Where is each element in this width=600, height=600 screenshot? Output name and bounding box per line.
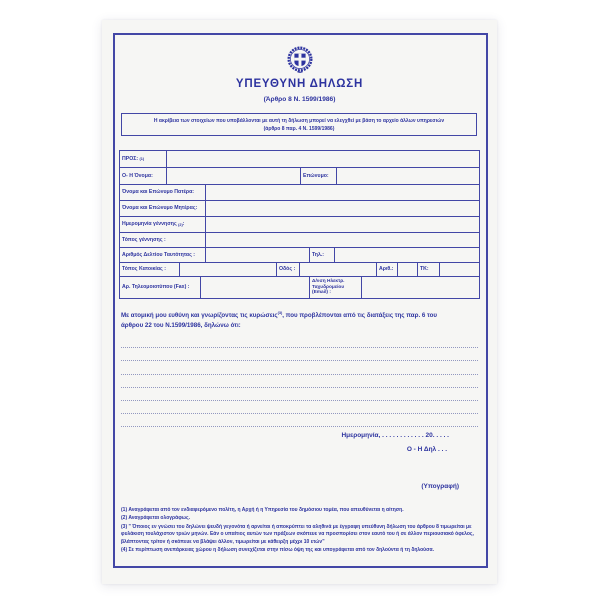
birthplace-value-field (206, 233, 479, 247)
declarant-label: Ο - Η Δηλ . . . (406, 446, 447, 453)
declaration-intro-text: Με ατομική μου ευθύνη και γνωρίζοντας τις κυρώσεις$^{(3)}$, που προβλέπονται από τις διατάξεις της παρ. 6 του άρθρου 22 του Ν.1599/1986, δηλώνω ότι: (121, 310, 438, 329)
table-row (120, 217, 479, 233)
table-row (120, 233, 479, 248)
table-row (120, 151, 479, 168)
street-label: Οδός : (277, 263, 300, 276)
dotted-writing-line (121, 375, 478, 388)
table-row (120, 168, 479, 185)
father-name-label: Όνομα και Επώνυμο Πατέρα: (120, 185, 206, 200)
form-subtitle: (Άρθρο 8 Ν. 1599/1986) (263, 96, 336, 103)
footnote-3: (3) " Όποιος εν γνώσει του δηλώνει ψευδή γεγονότα ή αρνείται ή αποκρύπτει τα αληθινά με έγγραφη υπεύθυνη δήλωση του άρθρου 8 τιμωρείται με φυλάκιση τουλάχιστον τριών μηνών. Εάν ο υπαίτιος αυτών των πράξεων σκόπευε να προσπορίσει στον εαυτό του ή σε άλλον περιουσιακό όφελος, βλάπτοντας τρίτον ή σκόπευε να βλάψει άλλον, τιμωρείται με κάθειρξη μέχρι 10 ετών" (121, 523, 474, 545)
dotted-writing-line (121, 361, 478, 374)
phone-value-field (335, 248, 479, 262)
birthdate-label: Ημερομηνία γέννησης (2) : (120, 217, 206, 232)
birthdate-value-field (206, 217, 479, 232)
street-value-field (300, 263, 377, 276)
pros-value-field (167, 151, 479, 167)
father-name-value-field (206, 185, 479, 200)
footnote-4: (4) Σε περίπτωση ανεπάρκειας χώρου η δήλωση συνεχίζεται στην πίσω όψη της και υπογράφεται από τον δηλούντα ή τη δηλούσα. (121, 547, 434, 554)
table-row (120, 201, 479, 217)
table-row (120, 248, 479, 263)
mother-name-value-field (206, 201, 479, 216)
pros-label: ΠΡΟΣ: (1) (120, 151, 167, 167)
first-name-value-field (167, 168, 301, 184)
residence-label: Τόπος Κατοικίας : (120, 263, 180, 276)
footnote-1: (1) Αναγράφεται από τον ενδιαφερόμενο πολίτη, η Αρχή ή η Υπηρεσία του δημόσιου τομέα, που απευθύνεται η αίτηση. (121, 507, 404, 513)
fax-value-field (201, 277, 310, 298)
scanned-declaration-form (102, 20, 497, 584)
dotted-writing-line (121, 335, 478, 348)
postal-code-value-field (440, 263, 479, 276)
street-number-label: Αριθ.: (377, 263, 398, 276)
id-card-label: Αριθμός Δελτίου Ταυτότητας : (120, 248, 206, 262)
table-row (120, 277, 479, 298)
email-value-field (362, 277, 479, 298)
accuracy-notice-box (121, 113, 477, 136)
declaration-lines (121, 335, 478, 427)
surname-label: Επώνυμο: (301, 168, 337, 184)
table-row (120, 263, 479, 277)
signature-label: (Υπογραφή) (421, 483, 459, 490)
residence-value-field (180, 263, 277, 276)
date-label: Ημερομηνία, . . . . . . . . . . . . 20. . . . . (341, 432, 449, 439)
dotted-writing-line (121, 414, 478, 427)
mother-name-label: Όνομα και Επώνυμο Μητέρας: (120, 201, 206, 216)
personal-details-table (119, 150, 480, 299)
greek-state-emblem-icon (286, 45, 313, 79)
phone-label: Τηλ.: (310, 248, 335, 262)
birthplace-label: Τόπος γέννησης : (120, 233, 206, 247)
dotted-writing-line (121, 348, 478, 361)
accuracy-notice-line2: (άρθρο 8 παρ. 4 Ν. 1599/1986) (263, 125, 335, 132)
email-label: Δ/νση Ηλεκτρ. Ταχυδρομείου (Email) : (310, 277, 362, 298)
accuracy-notice-line1: Η ακρίβεια των στοιχείων που υποβάλλονται με αυτή τη δήλωση μπορεί να ελεγχθεί με βάση το αρχείο άλλων υπηρεσιών (153, 117, 445, 124)
postal-code-label: ΤΚ: (418, 263, 440, 276)
surname-value-field (337, 168, 479, 184)
id-card-value-field (206, 248, 310, 262)
fax-label: Αρ. Τηλεομοιοτύπου (Fax) : (120, 277, 201, 298)
footnotes-block (121, 507, 479, 556)
first-name-label: Ο- Η Όνομα: (120, 168, 167, 184)
footnote-2: (2) Αναγράφεται ολογράφως. (121, 515, 191, 522)
street-number-value-field (398, 263, 418, 276)
form-title: ΥΠΕΥΘΥΝΗ ΔΗΛΩΣΗ (235, 78, 364, 90)
dotted-writing-line (121, 388, 478, 401)
dotted-writing-line (121, 401, 478, 414)
table-row (120, 185, 479, 201)
